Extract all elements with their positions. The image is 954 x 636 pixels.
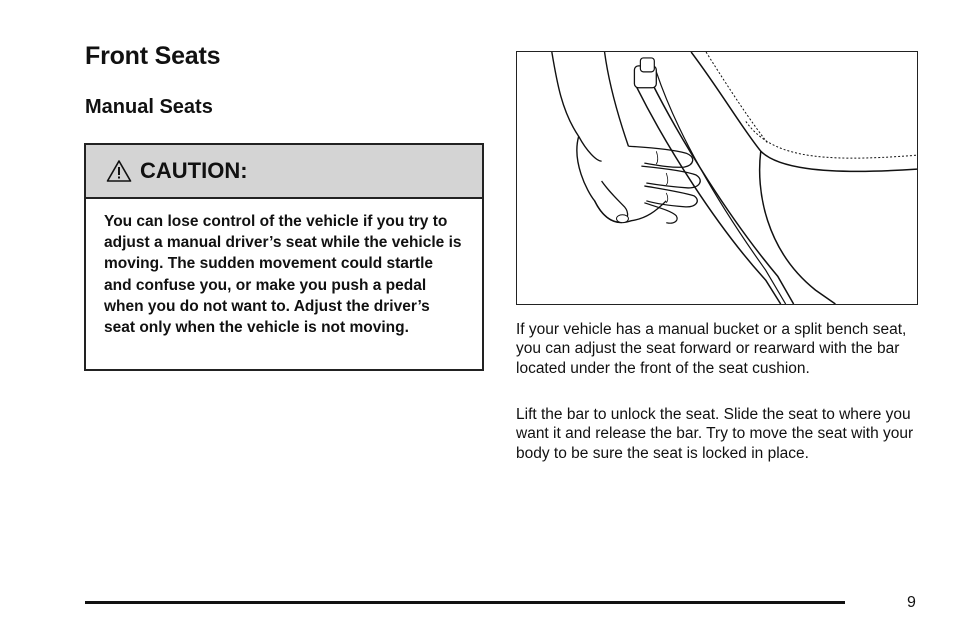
- paragraph-adjust-seat: If your vehicle has a manual bucket or a split bench seat, you can adjust the seat forward or rearward with the bar located under the front of the seat cushion.: [516, 321, 907, 377]
- seat-adjust-illustration: [516, 51, 918, 305]
- caution-heading: CAUTION:: [140, 158, 248, 183]
- caution-box: [84, 143, 484, 371]
- page-number: 9: [907, 594, 916, 611]
- warning-triangle-icon: [106, 159, 132, 183]
- caution-header: [86, 145, 482, 199]
- footer-rule: [85, 601, 845, 604]
- caution-text: You can lose control of the vehicle if you try to adjust a manual driver’s seat while the vehicle is moving. The sudden movement could startle and confuse you, or make you push a pedal when you do not want to. Adjust the driver’s seat only when the vehicle is not moving.: [104, 213, 462, 337]
- paragraph-lock-seat: Lift the bar to unlock the seat. Slide the seat to where you want it and release the bar. Try to move the seat with your body to be sure the seat is locked in place.: [516, 406, 914, 462]
- section-title: Manual Seats: [85, 96, 213, 118]
- page-title: Front Seats: [85, 42, 221, 70]
